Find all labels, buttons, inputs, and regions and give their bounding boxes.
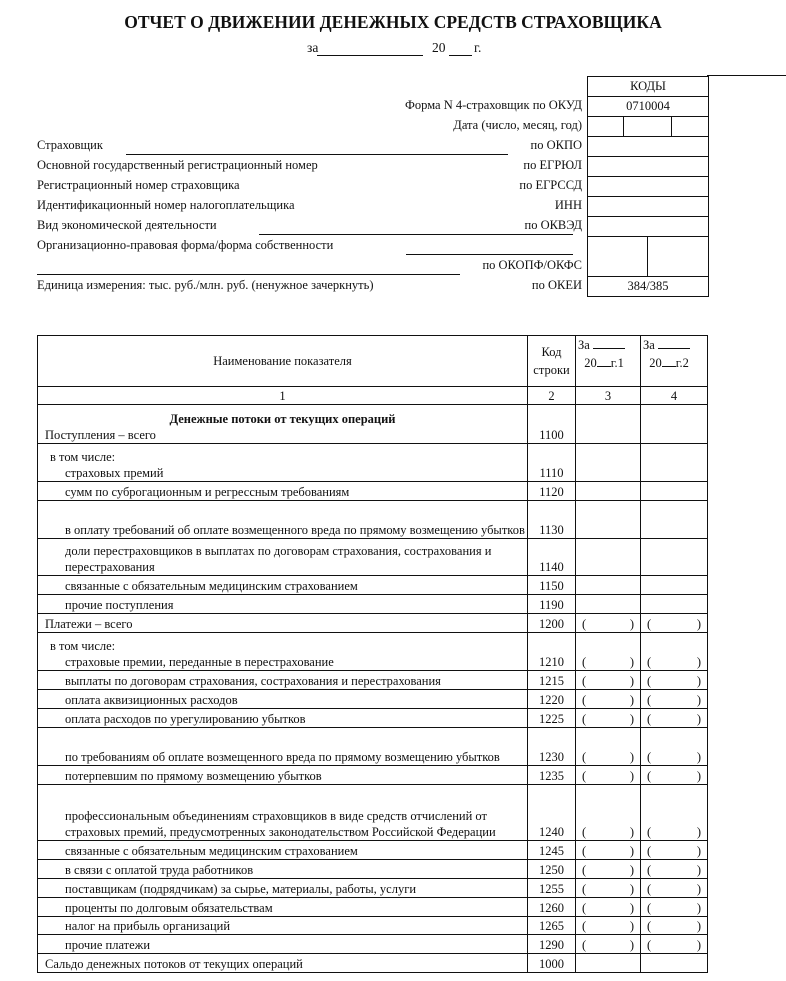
header-period-2: За 20 г.2 (641, 336, 708, 387)
row-code: 1290 (528, 935, 576, 954)
ogrn-label: Основной государственный регистрационный номер (37, 158, 318, 172)
value-cell-1[interactable] (576, 576, 641, 595)
egrssd-cell[interactable] (588, 177, 708, 197)
table-row (38, 690, 708, 709)
year-suffix: г. (474, 40, 482, 55)
row-name: оплата аквизиционных расходов (38, 690, 528, 709)
row-code: 1230 (528, 728, 576, 766)
egrssd-label: по ЕГРССД (519, 178, 582, 192)
egrul-label: по ЕГРЮЛ (523, 158, 582, 172)
value-cell-2[interactable] (641, 954, 708, 973)
row-name: Сальдо денежных потоков от текущих операций (38, 954, 528, 973)
value-cell-1[interactable] (576, 501, 641, 539)
value-cell-2[interactable] (641, 539, 708, 576)
value-cell-1[interactable]: ( ) (576, 935, 641, 954)
row-code: 1190 (528, 595, 576, 614)
row-name: в том числе: страховых премий (38, 444, 528, 482)
value-cell-2[interactable]: ( ) (641, 785, 708, 841)
table-row (38, 671, 708, 690)
row-code: 1265 (528, 917, 576, 935)
activity-label: Вид экономической деятельности (37, 218, 217, 232)
value-cell-2[interactable]: ( ) (641, 860, 708, 879)
value-cell-2[interactable]: ( ) (641, 614, 708, 633)
cash-flow-table (37, 335, 708, 973)
row-name: профессиональным объединениям страховщиков в виде средств отчислений от страховых премий, предусмотренных законодательством Российской Федерации (38, 785, 528, 841)
col-number: 2 (528, 387, 576, 405)
value-cell-1[interactable]: ( ) (576, 879, 641, 898)
okud-label: Форма N 4-страховщик по ОКУД (405, 98, 582, 112)
row-code: 1140 (528, 539, 576, 576)
row-code: 1260 (528, 898, 576, 917)
row-name: связанные с обязательным медицинским страхованием (38, 841, 528, 860)
okud-code: 0710004 (588, 97, 708, 117)
table-row (38, 633, 708, 671)
value-cell-2[interactable]: ( ) (641, 633, 708, 671)
value-cell-1[interactable]: ( ) (576, 917, 641, 935)
row-code: 1235 (528, 766, 576, 785)
value-cell-1[interactable]: ( ) (576, 728, 641, 766)
legal-form-input-2[interactable] (37, 274, 460, 275)
value-cell-1[interactable] (576, 482, 641, 501)
value-cell-1[interactable]: ( ) (576, 690, 641, 709)
reg-number-label: Регистрационный номер страховщика (37, 178, 240, 192)
row-name: поставщикам (подрядчикам) за сырье, материалы, работы, услуги (38, 879, 528, 898)
row-name: в оплату требований об оплате возмещенного вреда по прямому возмещению убытков (38, 501, 528, 539)
legal-form-input[interactable] (406, 254, 573, 255)
page-title: ОТЧЕТ О ДВИЖЕНИИ ДЕНЕЖНЫХ СРЕДСТВ СТРАХОВЩИКА (124, 12, 662, 32)
row-code: 1110 (528, 444, 576, 482)
value-cell-2[interactable]: ( ) (641, 766, 708, 785)
table-row (38, 405, 708, 444)
row-code: 1245 (528, 841, 576, 860)
value-cell-1[interactable] (576, 539, 641, 576)
period-label: за (307, 40, 319, 55)
table-row (38, 576, 708, 595)
header-period-1: За 20 г.1 (576, 336, 641, 387)
value-cell-1[interactable]: ( ) (576, 766, 641, 785)
value-cell-2[interactable]: ( ) (641, 709, 708, 728)
row-name: доли перестраховщиков в выплатах по договорам страхования, сострахования и перестрахования (38, 539, 528, 576)
unit-label: Единица измерения: тыс. руб./млн. руб. (ненужное зачеркнуть) (37, 278, 374, 292)
table-row (38, 935, 708, 954)
row-name: проценты по долговым обязательствам (38, 898, 528, 917)
row-name: Платежи – всего (38, 614, 528, 633)
row-name: в том числе: страховые премии, переданные в перестрахование (38, 633, 528, 671)
row-code: 1130 (528, 501, 576, 539)
table-row (38, 595, 708, 614)
table-row (38, 539, 708, 576)
table-row (38, 841, 708, 860)
okved-cell[interactable] (588, 217, 708, 237)
value-cell-2[interactable]: ( ) (641, 879, 708, 898)
date-label: Дата (число, месяц, год) (453, 118, 582, 132)
value-cell-2[interactable] (641, 405, 708, 444)
table-row (38, 709, 708, 728)
row-name: выплаты по договорам страхования, сострахования и перестрахования (38, 671, 528, 690)
row-name: прочие платежи (38, 935, 528, 954)
row-code: 1220 (528, 690, 576, 709)
table-row (38, 728, 708, 766)
row-code: 1200 (528, 614, 576, 633)
row-code: 1000 (528, 954, 576, 973)
table-row (38, 444, 708, 482)
table-row (38, 501, 708, 539)
value-cell-2[interactable]: ( ) (641, 690, 708, 709)
codes-box (587, 76, 709, 297)
year-prefix: 20 (432, 40, 446, 55)
row-name: потерпевшим по прямому возмещению убытков (38, 766, 528, 785)
value-cell-1[interactable] (576, 444, 641, 482)
table-row (38, 954, 708, 973)
header-code: Код строки (528, 336, 576, 387)
value-cell-2[interactable]: ( ) (641, 841, 708, 860)
value-cell-2[interactable]: ( ) (641, 917, 708, 935)
insurer-label: Страховщик (37, 138, 103, 152)
row-code: 1120 (528, 482, 576, 501)
table-row (38, 879, 708, 898)
value-cell-2[interactable]: ( ) (641, 728, 708, 766)
table-row (38, 917, 708, 935)
col-number: 3 (576, 387, 641, 405)
row-name: налог на прибыль организаций (38, 917, 528, 935)
okpo-label: по ОКПО (530, 138, 582, 152)
row-code: 1215 (528, 671, 576, 690)
value-cell-2[interactable] (641, 444, 708, 482)
value-cell-2[interactable]: ( ) (641, 898, 708, 917)
table-row (38, 898, 708, 917)
value-cell-1[interactable]: ( ) (576, 614, 641, 633)
value-cell-2[interactable] (641, 482, 708, 501)
period-input[interactable] (317, 55, 423, 56)
value-cell-1[interactable]: ( ) (576, 709, 641, 728)
okopf-okfs-cells[interactable] (588, 237, 708, 277)
row-name: в связи с оплатой труда работников (38, 860, 528, 879)
okved-label: по ОКВЭД (524, 218, 582, 232)
value-cell-2[interactable] (641, 576, 708, 595)
insurer-input[interactable] (126, 154, 508, 155)
value-cell-1[interactable]: ( ) (576, 633, 641, 671)
row-name: сумм по суброгационным и регрессным требованиям (38, 482, 528, 501)
row-name: оплата расходов по урегулированию убытков (38, 709, 528, 728)
value-cell-1[interactable]: ( ) (576, 860, 641, 879)
okei-code: 384/385 (588, 277, 708, 297)
value-cell-1[interactable] (576, 405, 641, 444)
codes-header: КОДЫ (588, 77, 708, 97)
value-cell-1[interactable]: ( ) (576, 671, 641, 690)
egrul-cell[interactable] (588, 157, 708, 177)
table-row (38, 766, 708, 785)
section-title: Денежные потоки от текущих операций (169, 412, 396, 426)
okpo-cell[interactable] (588, 137, 708, 157)
col-number: 1 (38, 387, 528, 405)
row-name: Денежные потоки от текущих операций Поступления – всего (38, 405, 528, 444)
header-name: Наименование показателя (38, 336, 528, 387)
value-cell-1[interactable] (576, 595, 641, 614)
value-cell-1[interactable]: ( ) (576, 785, 641, 841)
value-cell-1[interactable] (576, 954, 641, 973)
okei-label: по ОКЕИ (531, 278, 582, 292)
okopf-label: по ОКОПФ/ОКФС (482, 258, 582, 272)
row-name: связанные с обязательным медицинским страхованием (38, 576, 528, 595)
row-code: 1255 (528, 879, 576, 898)
table-row (38, 614, 708, 633)
divider (707, 75, 786, 76)
table-row (38, 785, 708, 841)
row-name: прочие поступления (38, 595, 528, 614)
row-code: 1100 (528, 405, 576, 444)
year-input[interactable] (449, 55, 472, 56)
table-row (38, 482, 708, 501)
value-cell-2[interactable]: ( ) (641, 935, 708, 954)
value-cell-2[interactable]: ( ) (641, 671, 708, 690)
date-cells[interactable] (588, 117, 708, 137)
row-code: 1240 (528, 785, 576, 841)
value-cell-2[interactable] (641, 595, 708, 614)
row-code: 1250 (528, 860, 576, 879)
legal-form-label: Организационно-правовая форма/форма собственности (37, 238, 334, 252)
row-code: 1210 (528, 633, 576, 671)
row-code: 1150 (528, 576, 576, 595)
value-cell-2[interactable] (641, 501, 708, 539)
col-number: 4 (641, 387, 708, 405)
row-code: 1225 (528, 709, 576, 728)
value-cell-1[interactable]: ( ) (576, 841, 641, 860)
row-name: по требованиям об оплате возмещенного вреда по прямому возмещению убытков (38, 728, 528, 766)
in-that-label: в том числе: (50, 450, 116, 464)
inn-cell[interactable] (588, 197, 708, 217)
in-that-label: в том числе: (50, 639, 116, 653)
inn-label-text: Идентификационный номер налогоплательщика (37, 198, 295, 212)
table-row (38, 860, 708, 879)
value-cell-1[interactable]: ( ) (576, 898, 641, 917)
inn-label: ИНН (554, 198, 582, 212)
